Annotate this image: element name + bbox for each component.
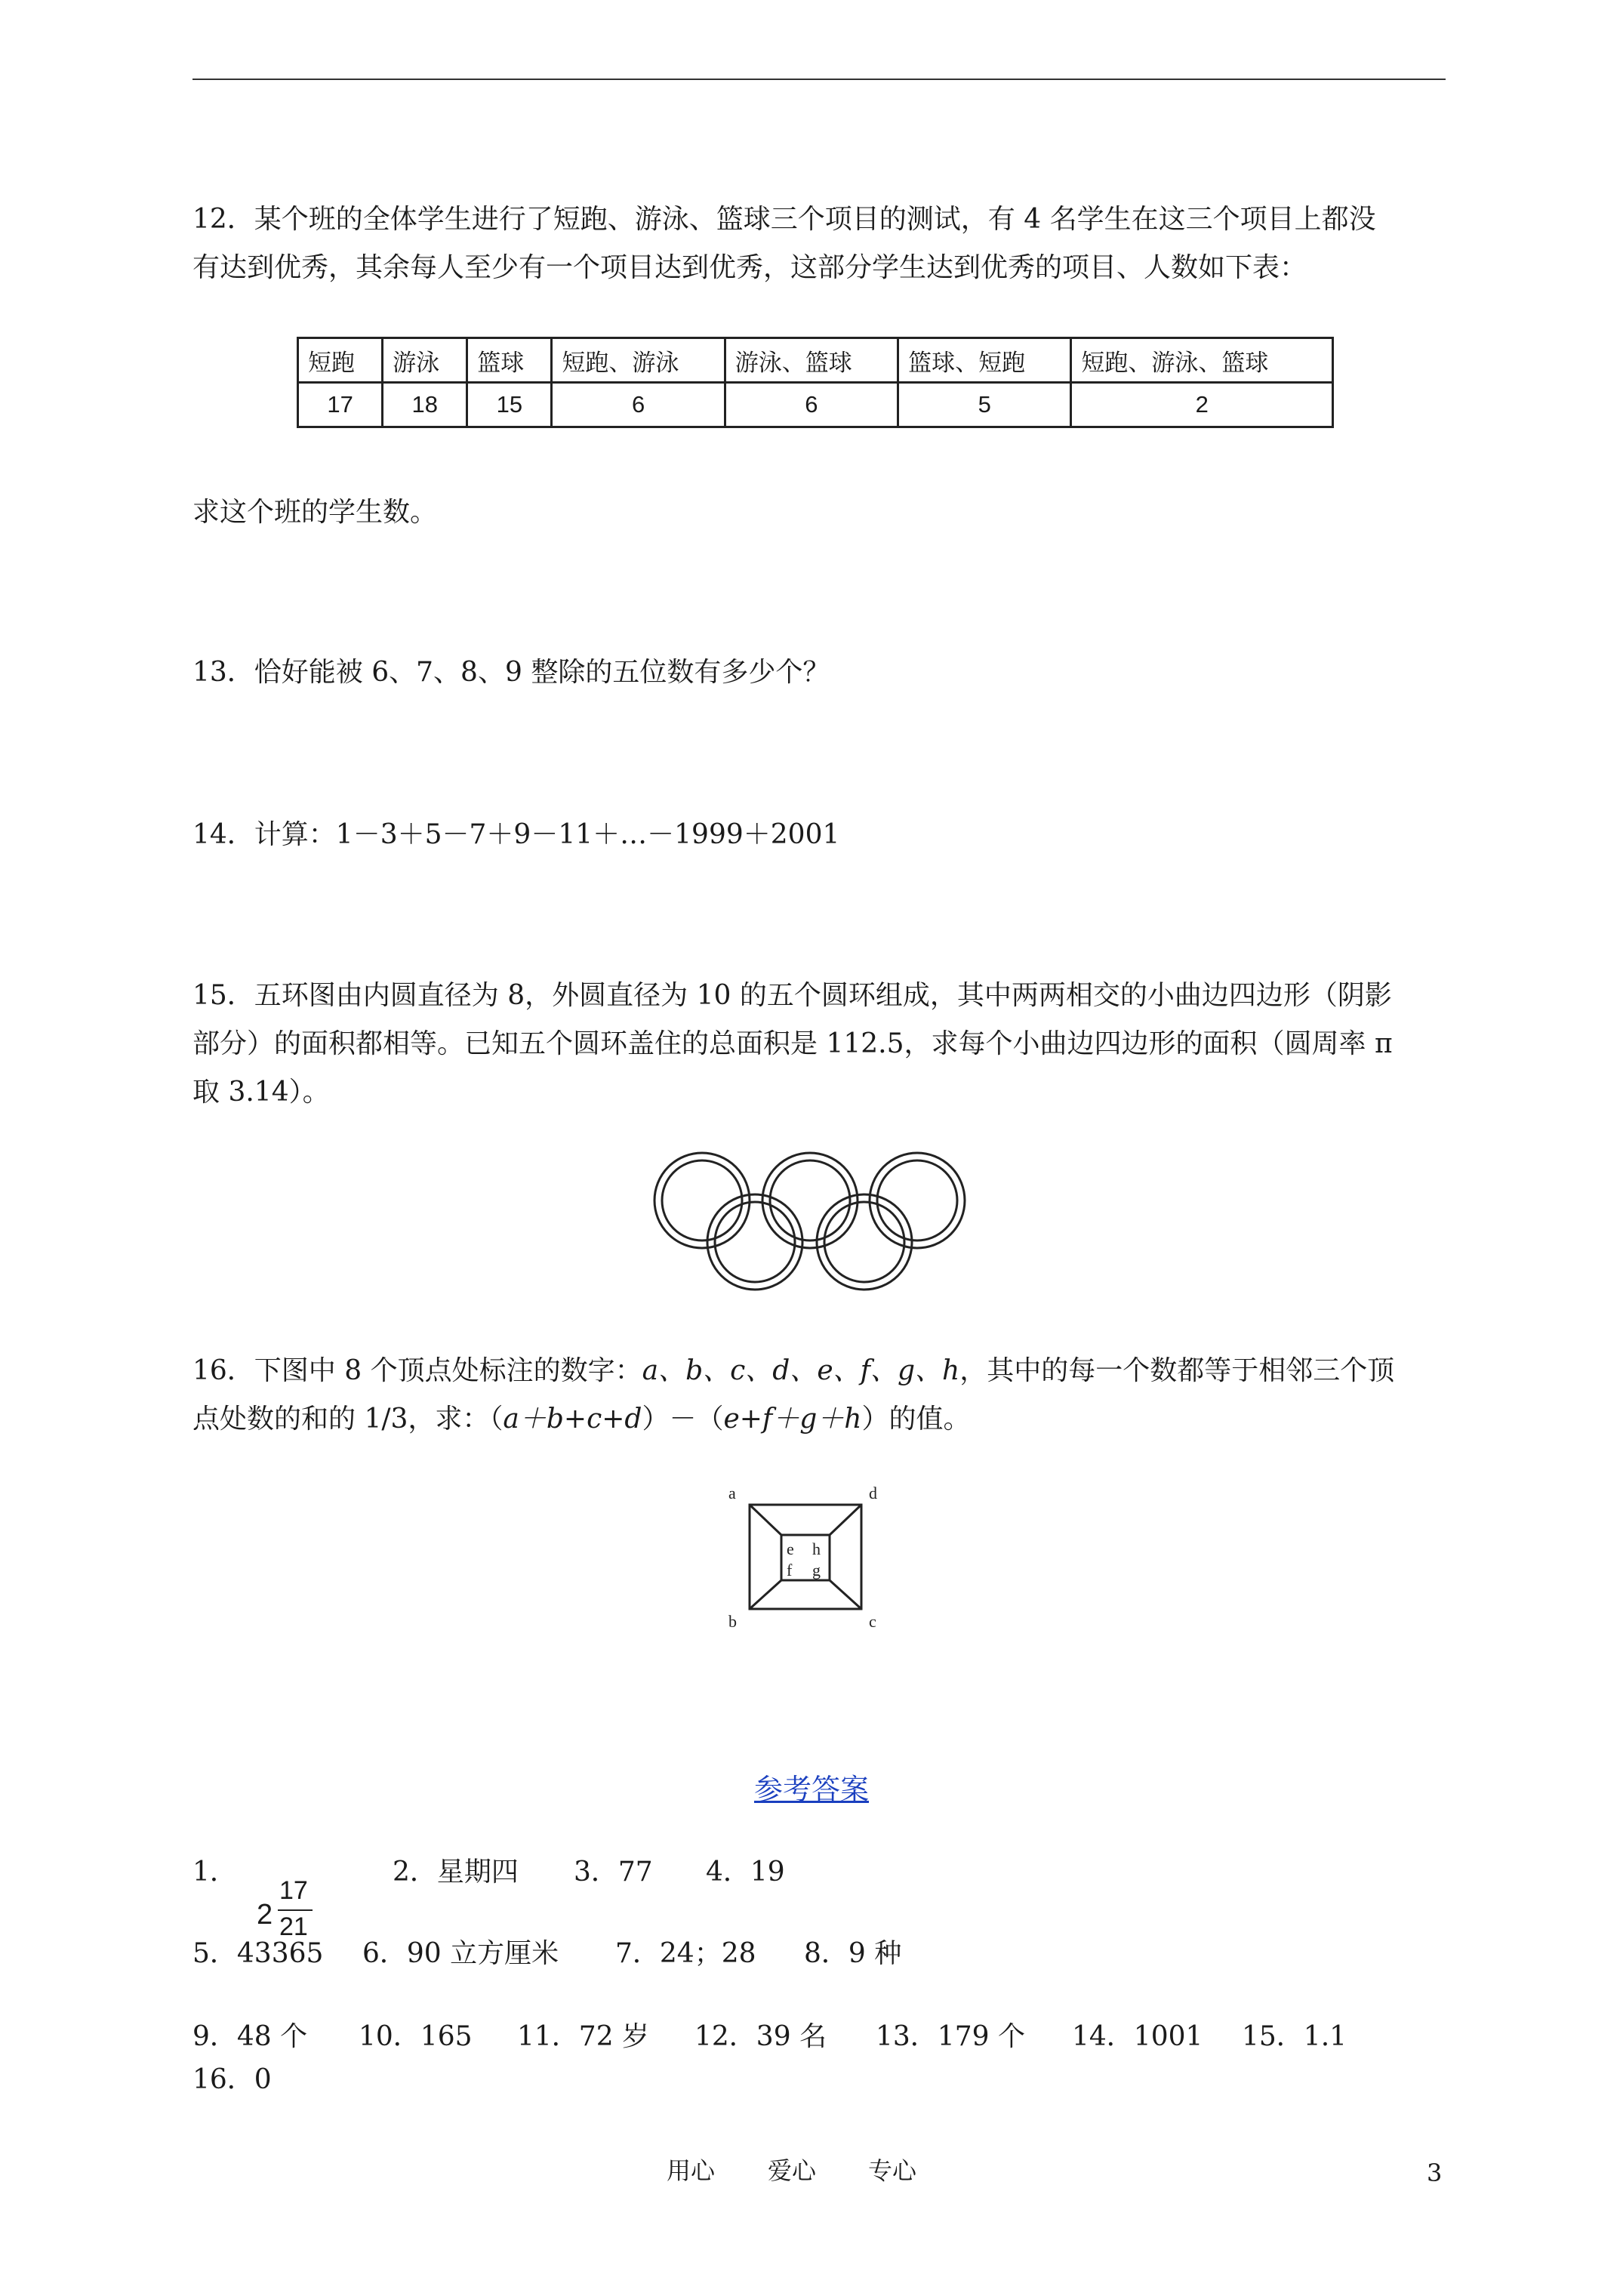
answer-2: 2．星期四	[393, 1857, 519, 1888]
answer-12: 12．39 名	[694, 2021, 827, 2052]
question-16-line-1-prefix: 16．下图中 8 个顶点处标注的数字：	[192, 1355, 642, 1386]
question-16-line-2	[192, 1398, 1446, 1441]
question-15-line-2: 部分）的面积都相等。已知五个圆环盖住的总面积是 112.5，求每个小曲边四边形的面积（圆周率 π	[192, 1028, 1393, 1059]
question-12	[192, 198, 1446, 290]
answer-key-link[interactable]: 参考答案	[753, 1773, 869, 1806]
answer-1-number: 1．	[192, 1857, 237, 1888]
ring-top-right	[870, 1153, 965, 1248]
question-14	[192, 813, 1446, 857]
question-13	[192, 651, 1446, 695]
page-number: 3	[1427, 2159, 1443, 2187]
vertex-label-b: b	[728, 1612, 737, 1631]
vertex-label-d: d	[869, 1484, 877, 1502]
results-table-value-row	[298, 383, 1333, 427]
answer-10: 10．165	[359, 2021, 473, 2052]
fraction-whole: 2	[257, 1899, 273, 1931]
question-16-expr-2: e+f＋g＋h	[723, 1404, 862, 1435]
question-16	[192, 1349, 1446, 1441]
question-12-ask-text: 求这个班的学生数。	[192, 497, 438, 528]
edge-d-h	[830, 1505, 861, 1535]
vertex-label-f: f	[787, 1561, 793, 1579]
edge-a-e	[750, 1505, 781, 1535]
question-14-text: 14．计算：1－3＋5－7＋9－11＋…－1999＋2001	[192, 819, 840, 850]
table-value-cell: 15	[467, 383, 552, 427]
question-15	[192, 974, 1446, 1114]
question-16-expr-1: a＋b+c+d	[503, 1404, 642, 1435]
answer-9: 9．48 个	[192, 2021, 308, 2052]
table-value-cell: 17	[298, 383, 383, 427]
footer-word-2: 爱心	[768, 2156, 817, 2185]
question-15-line-1: 15．五环图由内圆直径为 8，外圆直径为 10 的五个圆环组成，其中两两相交的小曲边四边形（阴影	[192, 980, 1392, 1011]
question-12-line-2: 有达到优秀，其余每人至少有一个项目达到优秀，这部分学生达到优秀的项目、人数如下表：	[192, 252, 1307, 283]
answer-4: 4．19	[706, 1857, 785, 1888]
vertex-label-e: e	[787, 1539, 794, 1558]
table-header-cell: 短跑、游泳	[552, 338, 725, 383]
table-header-cell: 短跑、游泳、篮球	[1071, 338, 1333, 383]
results-table	[297, 337, 1334, 428]
question-16-line-2-mid: ）－（	[642, 1404, 724, 1435]
vertex-label-h: h	[812, 1539, 821, 1558]
answer-6: 6．90 立方厘米	[362, 1938, 559, 1969]
vertex-label-a: a	[728, 1484, 736, 1502]
question-16-line-1-suffix: ，其中的每一个数都等于相邻三个顶	[959, 1355, 1395, 1386]
question-16-line-2-suffix: ）的值。	[861, 1404, 971, 1435]
answer-8: 8．9 种	[804, 1938, 902, 1969]
square-frame-figure	[721, 1476, 895, 1635]
fraction-denominator: 21	[279, 1912, 308, 1941]
table-value-cell: 6	[725, 383, 898, 427]
fraction-numerator: 17	[279, 1876, 308, 1905]
answer-14: 14．1001	[1072, 2021, 1203, 2052]
edge-c-g	[830, 1580, 861, 1609]
fraction-bar	[278, 1909, 313, 1911]
answer-16: 16．0	[192, 2064, 272, 2095]
question-13-text: 13．恰好能被 6、7、8、9 整除的五位数有多少个？	[192, 657, 830, 688]
question-16-line-2-prefix: 点处数的和的 1/3，求：（	[192, 1404, 504, 1435]
question-15-line-3: 取 3.14）。	[192, 1077, 330, 1108]
answer-7: 7．24；28	[615, 1938, 756, 1969]
table-header-cell: 游泳、篮球	[725, 338, 898, 383]
table-header-cell: 篮球、短跑	[898, 338, 1071, 383]
question-16-line-1	[192, 1349, 1446, 1393]
table-value-cell: 5	[898, 383, 1071, 427]
answer-5: 5．43365	[192, 1938, 324, 1969]
edge-b-f	[750, 1580, 781, 1609]
vertex-label-g: g	[812, 1561, 821, 1579]
table-value-cell: 2	[1071, 383, 1333, 427]
answer-3: 3．77	[574, 1857, 653, 1888]
answer-11: 11．72 岁	[517, 2021, 650, 2052]
vertex-label-c: c	[869, 1612, 876, 1631]
answer-15: 15．1.1	[1242, 2021, 1347, 2052]
footer-word-3: 专心	[868, 2156, 917, 2185]
header-rule	[192, 79, 1446, 80]
footer-word-1: 用心	[667, 2156, 716, 2185]
ring-top-left	[654, 1153, 750, 1248]
table-value-cell: 6	[552, 383, 725, 427]
table-header-cell: 篮球	[467, 338, 552, 383]
five-rings-figure	[645, 1148, 985, 1299]
question-12-line-1: 12．某个班的全体学生进行了短跑、游泳、篮球三个项目的测试，有 4 名学生在这三个项目上都没	[192, 204, 1376, 235]
question-12-ask	[192, 491, 1446, 535]
answer-13: 13．179 个	[876, 2021, 1025, 2052]
question-16-vars: a、b、c、d、e、f、g、h	[642, 1355, 960, 1386]
table-header-cell: 游泳	[383, 338, 467, 383]
table-header-cell: 短跑	[298, 338, 383, 383]
table-value-cell: 18	[383, 383, 467, 427]
results-table-header-row	[298, 338, 1333, 383]
